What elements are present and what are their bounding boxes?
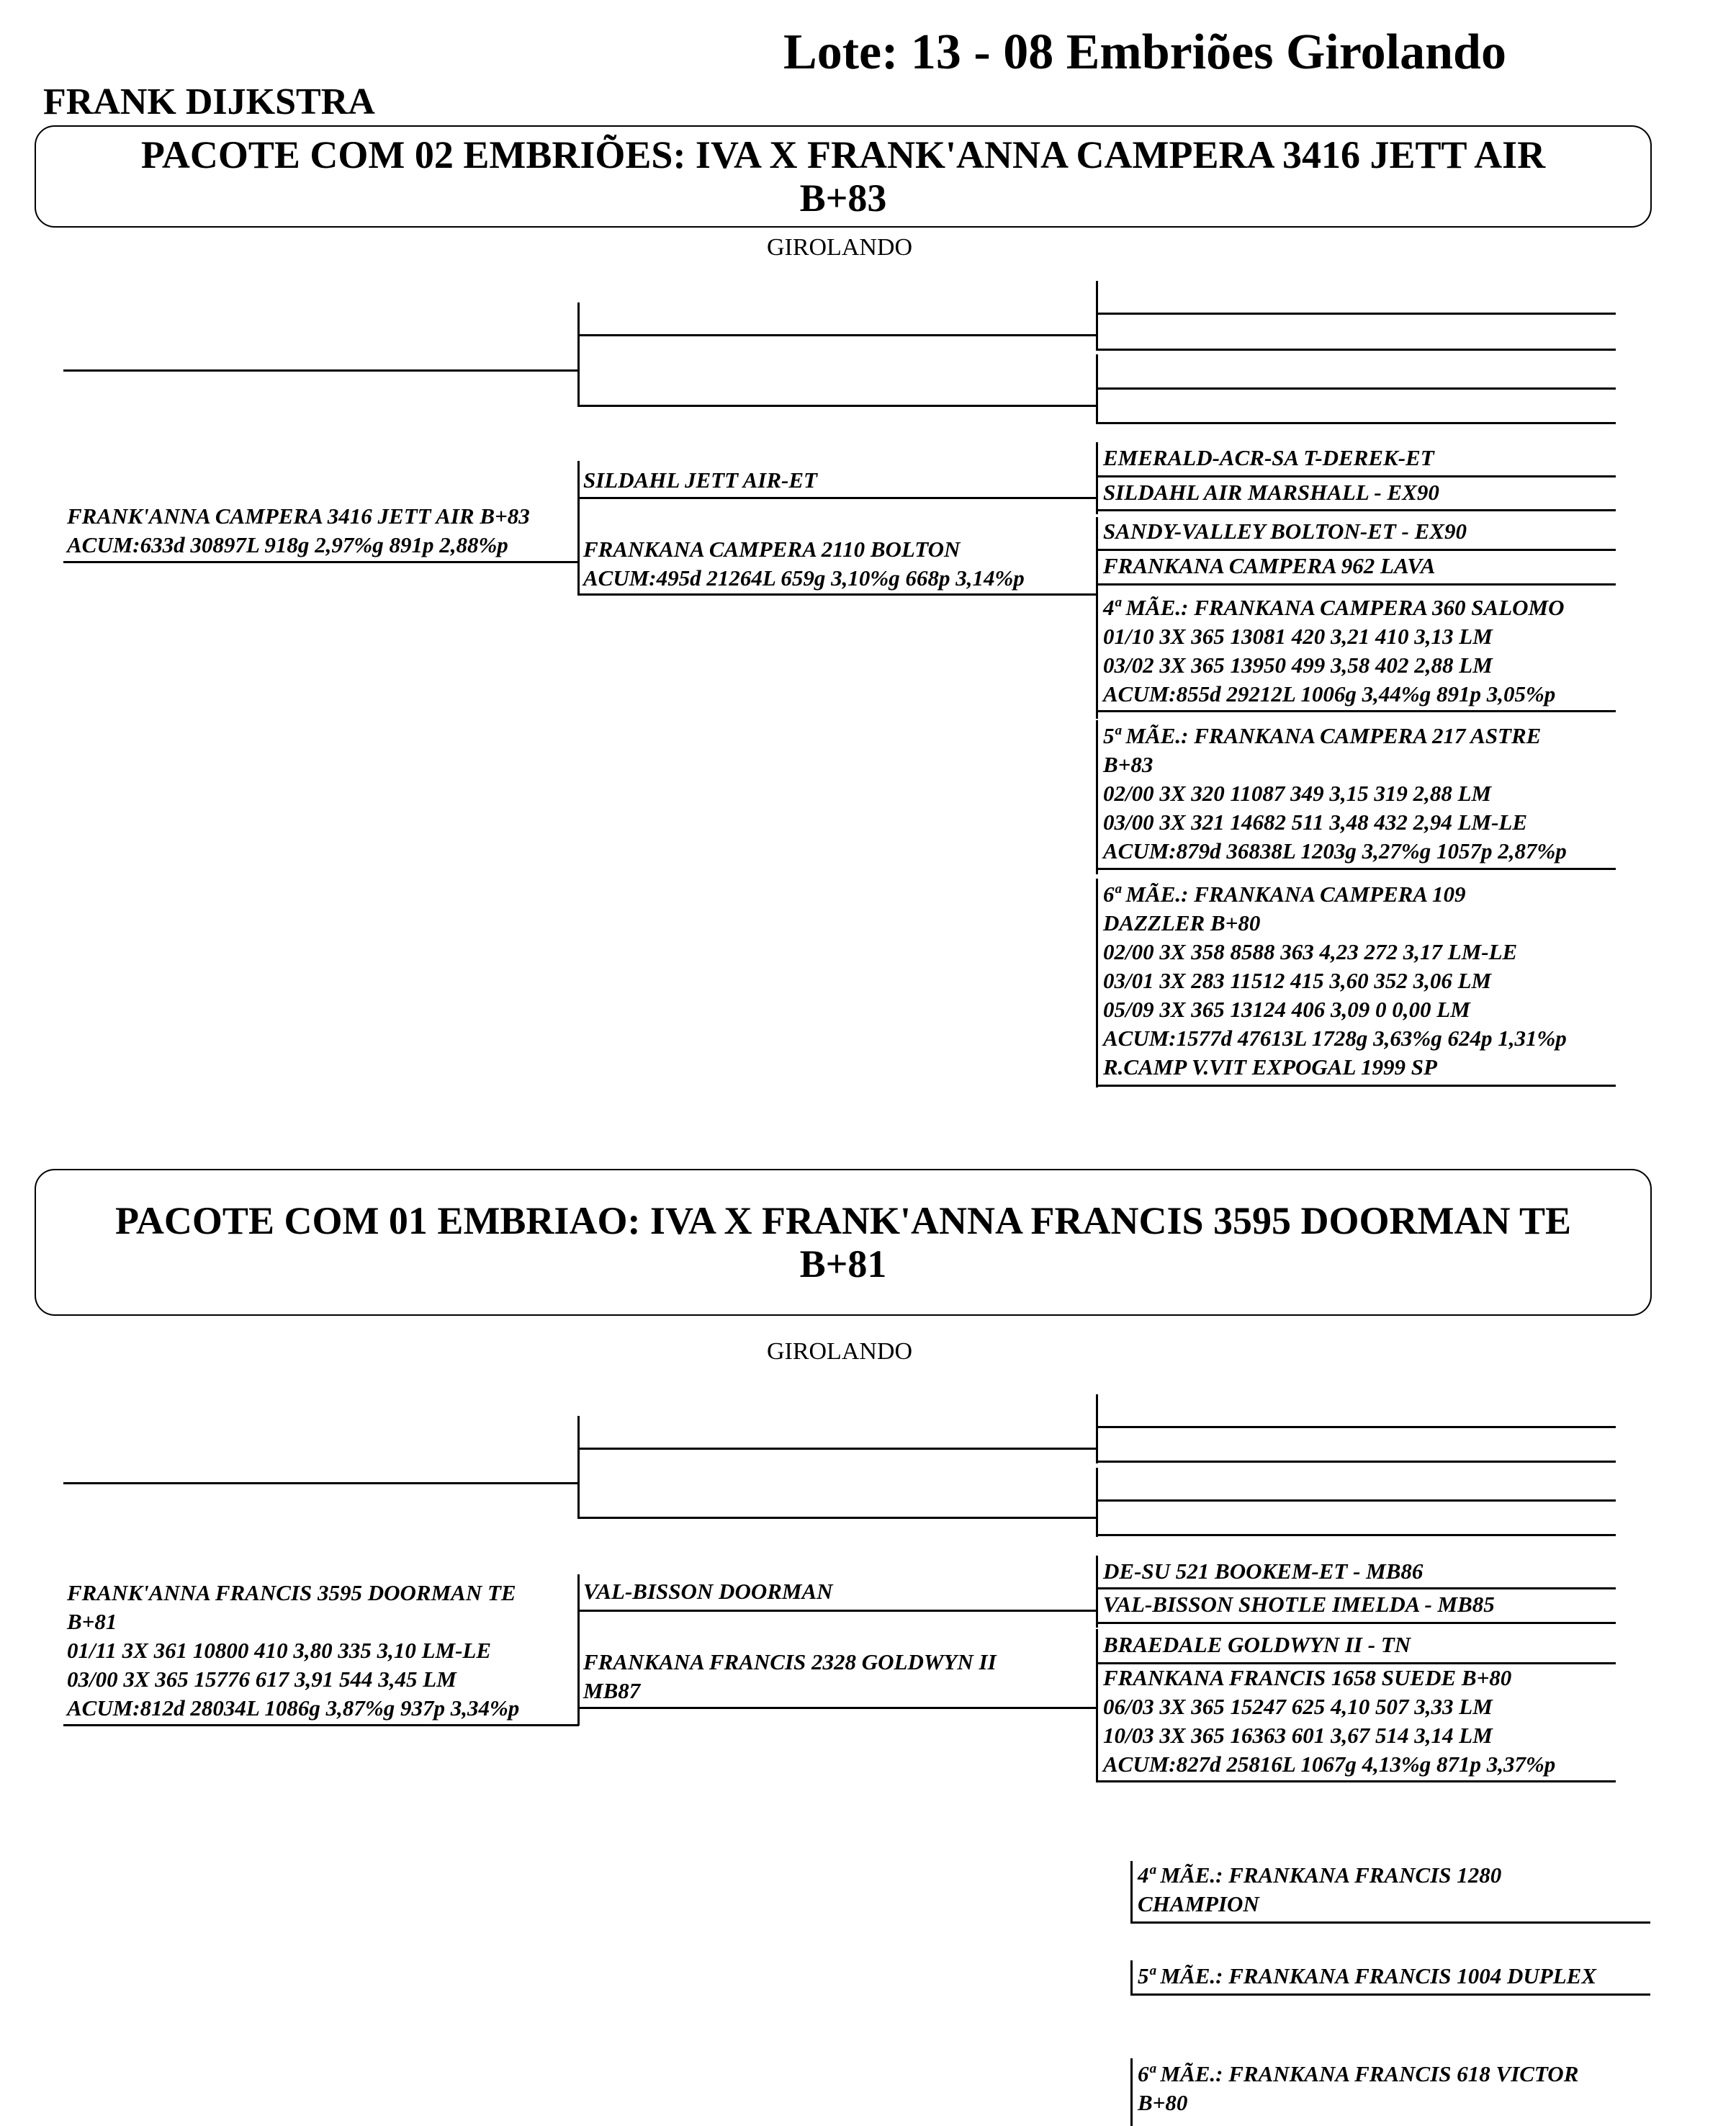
pkg1-6th-dam-underline xyxy=(1096,1085,1616,1087)
pkg1-dam-name: FRANK'ANNA CAMPERA 3416 JETT AIR B+83 xyxy=(67,503,530,529)
pkg1-5th-dam-line-5: ACUM:879d 36838L 1203g 3,27%g 1057p 2,87%p xyxy=(1103,838,1567,864)
pkg2-sire-parents-connector xyxy=(1096,1556,1098,1628)
pkg1-sire-sire-underline xyxy=(1096,475,1616,477)
package-1-breed: GIROLANDO xyxy=(766,234,913,261)
package-1-heading-line-1: PACOTE COM 02 EMBRIÕES: IVA X FRANK'ANNA CAMPERA 3416 JETT AIR xyxy=(140,133,1546,176)
pkg1-6th-dam-line-6: ACUM:1577d 47613L 1728g 3,63%g 624p 1,31%p xyxy=(1103,1026,1567,1051)
pkg2-5th-dam-connector xyxy=(1130,1960,1133,1995)
pkg2-granddam-dam-line-2: 06/03 3X 365 15247 625 4,10 507 3,33 LM xyxy=(1103,1694,1493,1719)
pkg1-4th-dam-connector xyxy=(1096,592,1098,719)
pkg1-5th-dam-line-2: B+83 xyxy=(1103,752,1153,777)
pkg1-granddam-underline xyxy=(577,593,1096,596)
pkg2-dam-line xyxy=(63,1724,579,1726)
pkg1-4th-dam-line-4: ACUM:855d 29212L 1006g 3,44%g 891p 3,05%p xyxy=(1103,681,1556,707)
package-2-breed: GIROLANDO xyxy=(766,1338,913,1365)
pkg1-6th-dam-connector xyxy=(1096,879,1098,1087)
pkg1-dam-record: ACUM:633d 30897L 918g 2,97%g 891p 2,88%p xyxy=(67,532,508,557)
pkg1-5th-dam-line-4: 03/00 3X 321 14682 511 3,48 432 2,94 LM-LE xyxy=(1103,809,1528,835)
pkg2-granddam-name: FRANKANA FRANCIS 2328 GOLDWYN II xyxy=(583,1649,997,1674)
package-2-heading-box xyxy=(35,1169,1652,1316)
pkg1-sire-underline xyxy=(577,497,1096,499)
seller-name: FRANK DIJKSTRA xyxy=(43,81,375,122)
pkg2-sire-dam-underline xyxy=(1096,1622,1616,1624)
pkg2-granddam-parents-connector xyxy=(1096,1629,1098,1782)
pkg1-sire-dam-underline xyxy=(1096,509,1616,511)
pkg1-granddam-record: ACUM:495d 21264L 659g 3,10%g 668p 3,14%p xyxy=(583,565,1025,591)
pkg2-5th-dam-underline xyxy=(1130,1993,1650,1996)
pkg1-blank-line-2 xyxy=(1096,349,1616,351)
pkg1-granddam-sire-name: SANDY-VALLEY BOLTON-ET - EX90 xyxy=(1103,519,1467,544)
pkg2-4th-dam-line-1: 4ª MÃE.: FRANKANA FRANCIS 1280 xyxy=(1138,1862,1502,1888)
pkg2-6th-dam-connector xyxy=(1130,2058,1133,2126)
pkg2-4th-dam-underline xyxy=(1130,1921,1650,1924)
pkg1-4th-dam-line-1: 4ª MÃE.: FRANKANA CAMPERA 360 SALOMO xyxy=(1103,595,1565,620)
pkg1-sire-dam-line xyxy=(577,405,1096,407)
pkg2-sire-dam-connector xyxy=(1096,1468,1098,1537)
pkg2-blank-line-2 xyxy=(1096,1461,1616,1463)
pkg2-granddam-underline xyxy=(577,1707,1096,1709)
pkg1-dam-line xyxy=(63,561,579,563)
pkg2-4th-dam-line-2: CHAMPION xyxy=(1138,1891,1259,1916)
pkg1-6th-dam-line-5: 05/09 3X 365 13124 406 3,09 0 0,00 LM xyxy=(1103,997,1470,1022)
pkg1-5th-dam-underline xyxy=(1096,868,1616,870)
pkg2-6th-dam-line-1: 6ª MÃE.: FRANKANA FRANCIS 618 VICTOR xyxy=(1138,2061,1579,2086)
pkg2-dam-line-2: B+81 xyxy=(67,1609,117,1634)
package-1-heading-box xyxy=(35,125,1652,228)
pkg2-granddam-dam-line-1: FRANKANA FRANCIS 1658 SUEDE B+80 xyxy=(1103,1665,1512,1690)
lot-title: Lote: 13 - 08 Embriões Girolando xyxy=(783,24,1506,80)
pkg2-sire-name: VAL-BISSON DOORMAN xyxy=(583,1579,833,1604)
pkg1-sire-dam-name: SILDAHL AIR MARSHALL - EX90 xyxy=(1103,480,1439,505)
pkg1-granddam-dam-name: FRANKANA CAMPERA 962 LAVA xyxy=(1103,553,1436,578)
pkg1-4th-dam-underline xyxy=(1096,710,1616,712)
pkg1-4th-dam-line-3: 03/02 3X 365 13950 499 3,58 402 2,88 LM xyxy=(1103,652,1493,678)
pkg2-granddam-dam-line-4: ACUM:827d 25816L 1067g 4,13%g 871p 3,37%p xyxy=(1103,1752,1556,1777)
pkg1-sire-name: SILDAHL JETT AIR-ET xyxy=(583,467,817,493)
pkg1-sire-sire-connector xyxy=(1096,281,1098,350)
pkg1-5th-dam-line-3: 02/00 3X 320 11087 349 3,15 319 2,88 LM xyxy=(1103,781,1492,806)
pkg1-blank-line-4 xyxy=(1096,422,1616,424)
pkg2-sire-underline xyxy=(577,1610,1096,1612)
pkg2-sire-dam-line xyxy=(577,1517,1096,1519)
pkg1-sire-line xyxy=(63,369,579,372)
pkg2-sire-sire-underline xyxy=(1096,1587,1616,1589)
pkg2-sire-connector xyxy=(577,1416,580,1518)
pkg1-granddam-name: FRANKANA CAMPERA 2110 BOLTON xyxy=(583,537,961,562)
package-2-heading-line-1: PACOTE COM 01 EMBRIAO: IVA X FRANK'ANNA FRANCIS 3595 DOORMAN TE xyxy=(114,1199,1572,1242)
pkg2-sire-dam-name: VAL-BISSON SHOTLE IMELDA - MB85 xyxy=(1103,1592,1495,1617)
pkg2-5th-dam-line-1: 5ª MÃE.: FRANKANA FRANCIS 1004 DUPLEX xyxy=(1138,1963,1597,1988)
pkg2-sire-line xyxy=(63,1482,579,1484)
pkg2-dam-connector xyxy=(577,1574,580,1726)
pkg2-granddam-suffix: MB87 xyxy=(583,1678,641,1703)
pkg1-blank-line-1 xyxy=(1096,313,1616,315)
pkg1-6th-dam-line-3: 02/00 3X 358 8588 363 4,23 272 3,17 LM-LE xyxy=(1103,939,1518,964)
pkg2-dam-line-3: 01/11 3X 361 10800 410 3,80 335 3,10 LM-LE xyxy=(67,1638,492,1663)
pkg1-blank-line-3 xyxy=(1096,387,1616,390)
pkg1-granddam-sire-underline xyxy=(1096,549,1616,551)
pkg1-6th-dam-line-7: R.CAMP V.VIT EXPOGAL 1999 SP xyxy=(1103,1054,1437,1080)
pkg1-sire-sire-name: EMERALD-ACR-SA T-DEREK-ET xyxy=(1103,445,1434,470)
pkg2-blank-line-3 xyxy=(1096,1499,1616,1502)
pkg2-sire-sire-name: DE-SU 521 BOOKEM-ET - MB86 xyxy=(1103,1558,1424,1584)
pkg1-granddam-dam-underline xyxy=(1096,583,1616,586)
pkg2-dam-line-4: 03/00 3X 365 15776 617 3,91 544 3,45 LM xyxy=(67,1667,457,1692)
pkg2-4th-dam-connector xyxy=(1130,1861,1133,1923)
pkg1-6th-dam-line-2: DAZZLER B+80 xyxy=(1103,910,1261,936)
pkg2-sire-sire-line xyxy=(577,1448,1096,1450)
pkg2-granddam-sire-name: BRAEDALE GOLDWYN II - TN xyxy=(1103,1632,1411,1657)
pkg2-granddam-dam-line-3: 10/03 3X 365 16363 601 3,67 514 3,14 LM xyxy=(1103,1723,1493,1748)
pkg1-sire-sire-line xyxy=(577,334,1096,336)
pkg1-6th-dam-line-1: 6ª MÃE.: FRANKANA CAMPERA 109 xyxy=(1103,882,1466,907)
pkg2-dam-line-1: FRANK'ANNA FRANCIS 3595 DOORMAN TE xyxy=(67,1580,516,1605)
pkg2-blank-line-4 xyxy=(1096,1534,1616,1536)
pkg2-blank-line-1 xyxy=(1096,1426,1616,1428)
package-1-heading-line-2: B+83 xyxy=(799,176,887,220)
pkg1-6th-dam-line-4: 03/01 3X 283 11512 415 3,60 352 3,06 LM xyxy=(1103,968,1492,993)
pkg2-granddam-dam-underline xyxy=(1096,1780,1616,1782)
package-2-heading-line-2: B+81 xyxy=(799,1242,887,1286)
pkg1-dam-connector xyxy=(577,461,580,595)
pkg2-6th-dam-line-2: B+80 xyxy=(1138,2090,1188,2115)
pkg1-sire-parents-connector xyxy=(1096,442,1098,514)
pkg2-dam-line-5: ACUM:812d 28034L 1086g 3,87%g 937p 3,34%p xyxy=(67,1695,520,1721)
pkg1-sire-connector xyxy=(577,302,580,406)
pkg1-4th-dam-line-2: 01/10 3X 365 13081 420 3,21 410 3,13 LM xyxy=(1103,624,1493,649)
pkg1-5th-dam-line-1: 5ª MÃE.: FRANKANA CAMPERA 217 ASTRE xyxy=(1103,723,1542,748)
pkg2-sire-sire-connector xyxy=(1096,1394,1098,1463)
pkg1-5th-dam-connector xyxy=(1096,720,1098,874)
